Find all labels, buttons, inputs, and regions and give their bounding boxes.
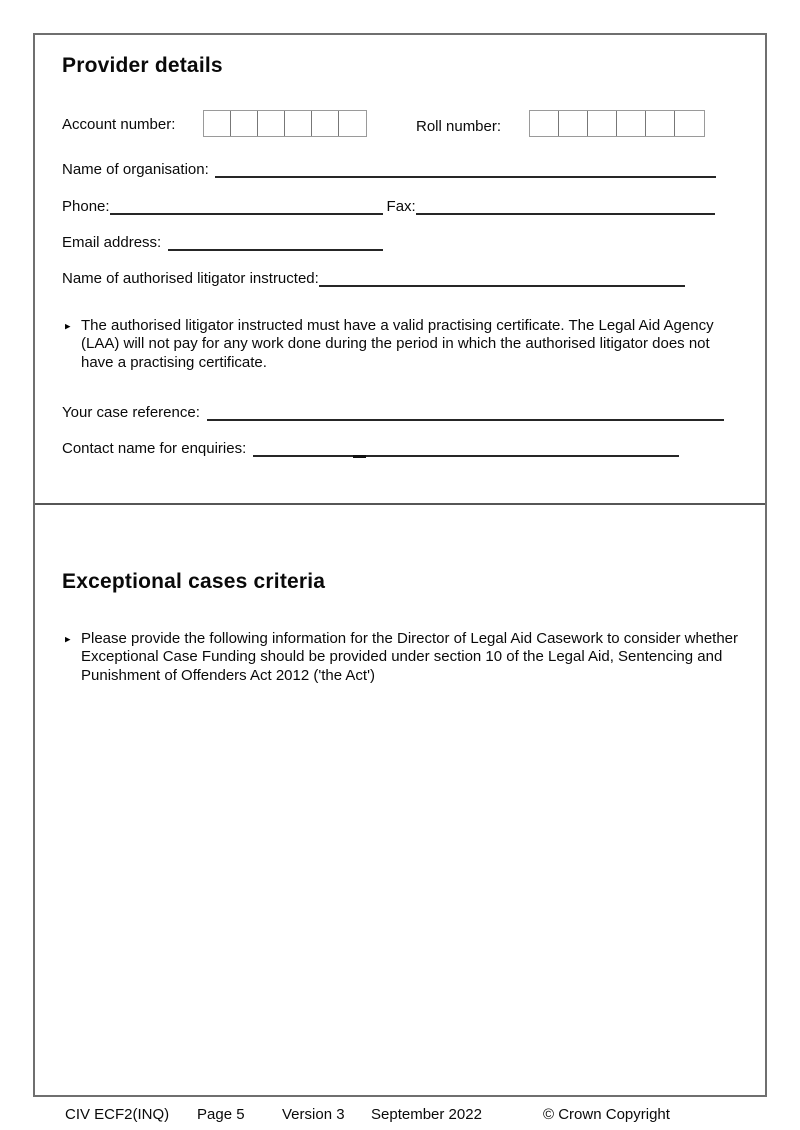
footer-page-number: Page 5 [197,1106,245,1123]
litigator-input-line[interactable] [319,268,685,287]
roll-number-boxes[interactable] [529,110,705,137]
character-cell[interactable] [675,111,704,136]
email-label: Email address: [62,234,162,251]
roll-number-label: Roll number: [416,118,502,135]
fax-input-line[interactable] [416,196,715,215]
ecf-guidance-note-text: Please provide the following information for the Director of Legal Aid Casework to consider whether Exceptional Case Funding should be provided under section 10 of the Legal Aid, Sentencing and Punishment of Offenders Act 2012 ('the Act') [81,630,739,684]
organisation-label: Name of organisation: [62,161,209,178]
case-reference-input-line[interactable] [207,402,724,421]
footer-date: September 2022 [371,1106,482,1123]
provider-details-section [35,35,765,505]
contact-name-label: Contact name for enquiries: [62,440,247,457]
footer-version: Version 3 [282,1106,345,1123]
email-row [62,232,383,251]
character-cell[interactable] [204,111,231,136]
character-cell[interactable] [312,111,339,136]
account-number-label: Account number: [62,116,176,133]
bullet-icon: ▸ [65,319,71,333]
case-reference-row [62,402,724,421]
contact-name-row [62,438,679,457]
practising-certificate-note-text: The authorised litigator instructed must have a valid practising certificate. The Legal Aid Agency (LAA) will not pay for any work done during the period in which the authorised litigator does not have a practising certificate. [81,317,714,371]
phone-input-line[interactable] [110,196,383,215]
exceptional-cases-section [35,505,765,1095]
page-footer [0,1106,800,1126]
fax-label: Fax: [386,198,416,215]
character-cell[interactable] [285,111,312,136]
character-cell[interactable] [231,111,258,136]
exceptional-cases-title: Exceptional cases criteria [62,570,326,593]
email-input-line[interactable] [168,232,383,251]
character-cell[interactable] [646,111,675,136]
provider-details-title: Provider details [62,54,223,77]
phone-label: Phone: [62,198,110,215]
character-cell[interactable] [339,111,366,136]
character-cell[interactable] [617,111,646,136]
footer-copyright: © Crown Copyright [543,1106,670,1123]
character-cell[interactable] [258,111,285,136]
contact-name-input-line[interactable] [253,438,679,457]
account-number-boxes[interactable] [203,110,367,137]
organisation-input-line[interactable] [215,159,716,178]
character-cell[interactable] [588,111,617,136]
case-reference-label: Your case reference: [62,404,200,421]
phone-fax-row [62,196,715,215]
organisation-row [62,159,716,178]
practising-certificate-note [65,317,743,372]
litigator-row [62,268,685,287]
bullet-icon: ▸ [65,632,71,646]
stray-underscore-mark [353,455,366,458]
form-frame [33,33,767,1097]
character-cell[interactable] [530,111,559,136]
ecf-guidance-note [65,630,743,685]
litigator-label: Name of authorised litigator instructed: [62,270,319,287]
character-cell[interactable] [559,111,588,136]
footer-form-id: CIV ECF2(INQ) [65,1106,170,1123]
